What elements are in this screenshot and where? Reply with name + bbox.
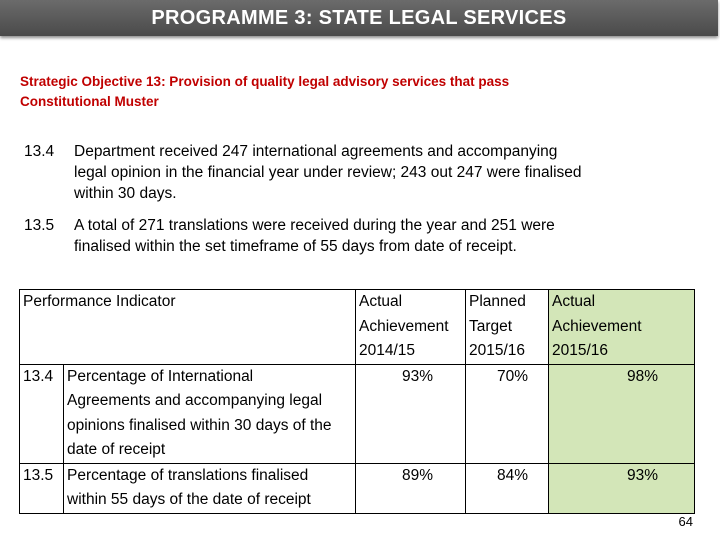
row-indicator <box>61 463 356 513</box>
header-actual-2014-15 <box>356 290 466 365</box>
indicator-line: Agreements and accompanying legal <box>67 392 323 409</box>
header-performance-indicator: Performance Indicator <box>20 290 356 365</box>
strategic-objective <box>20 72 680 112</box>
header-line: 2015/16 <box>552 342 609 359</box>
row-number: 13.5 <box>20 463 62 513</box>
cell-planned-2015-16: 70% <box>466 364 549 463</box>
point-text-line: within 30 days. <box>74 185 177 202</box>
header-line: 2015/16 <box>469 342 526 359</box>
header-line: Actual <box>359 293 403 310</box>
indicator-line: Percentage of translations finalised <box>67 466 309 484</box>
indicator-line: Percentage of International <box>67 367 254 385</box>
point-text-line: A total of 271 translations were received during the year and 251 were <box>74 217 555 234</box>
cell-planned-2015-16: 84% <box>466 463 549 513</box>
title-bar <box>0 0 718 36</box>
table-row <box>20 463 695 513</box>
cell-actual-2015-16: 98% <box>549 364 695 463</box>
point-text-line: Department received 247 international agreements and accompanying <box>74 143 558 160</box>
indicator-line: opinions finalised within 30 days of the <box>67 416 332 434</box>
row-indicator <box>61 364 356 463</box>
header-line: Planned <box>469 293 526 310</box>
header-line: Achievement <box>359 317 449 335</box>
header-line: 2014/15 <box>359 342 416 359</box>
indicator-line: date of receipt <box>67 441 166 458</box>
cell-actual-2015-16: 93% <box>549 463 695 513</box>
indicator-line: within 55 days of the date of receipt <box>67 491 311 508</box>
table-header-row <box>20 290 695 365</box>
objective-line: Strategic Objective 13: Provision of quality legal advisory services that pass <box>20 74 510 89</box>
row-number: 13.4 <box>20 364 62 463</box>
header-line: Target <box>469 317 513 335</box>
cell-actual-2014-15: 93% <box>356 364 466 463</box>
point-text-line: finalised within the set timeframe of 55 days from date of receipt. <box>74 238 517 255</box>
cell-actual-2014-15: 89% <box>356 463 466 513</box>
performance-table <box>19 289 695 514</box>
point-13-5 <box>24 215 689 257</box>
point-13-4 <box>24 141 689 204</box>
page-title: PROGRAMME 3: STATE LEGAL SERVICES <box>151 6 567 29</box>
point-text-line: legal opinion in the financial year under review; 243 out 247 were finalised <box>74 164 582 181</box>
header-actual-2015-16 <box>549 290 695 365</box>
point-number: 13.4 <box>24 143 55 160</box>
page-number: 64 <box>678 514 693 529</box>
point-number: 13.5 <box>24 217 55 234</box>
header-line: Achievement <box>552 317 642 335</box>
header-planned-2015-16 <box>466 290 549 365</box>
table-row <box>20 364 695 463</box>
objective-line: Constitutional Muster <box>20 94 159 109</box>
header-line: Actual <box>552 293 596 310</box>
